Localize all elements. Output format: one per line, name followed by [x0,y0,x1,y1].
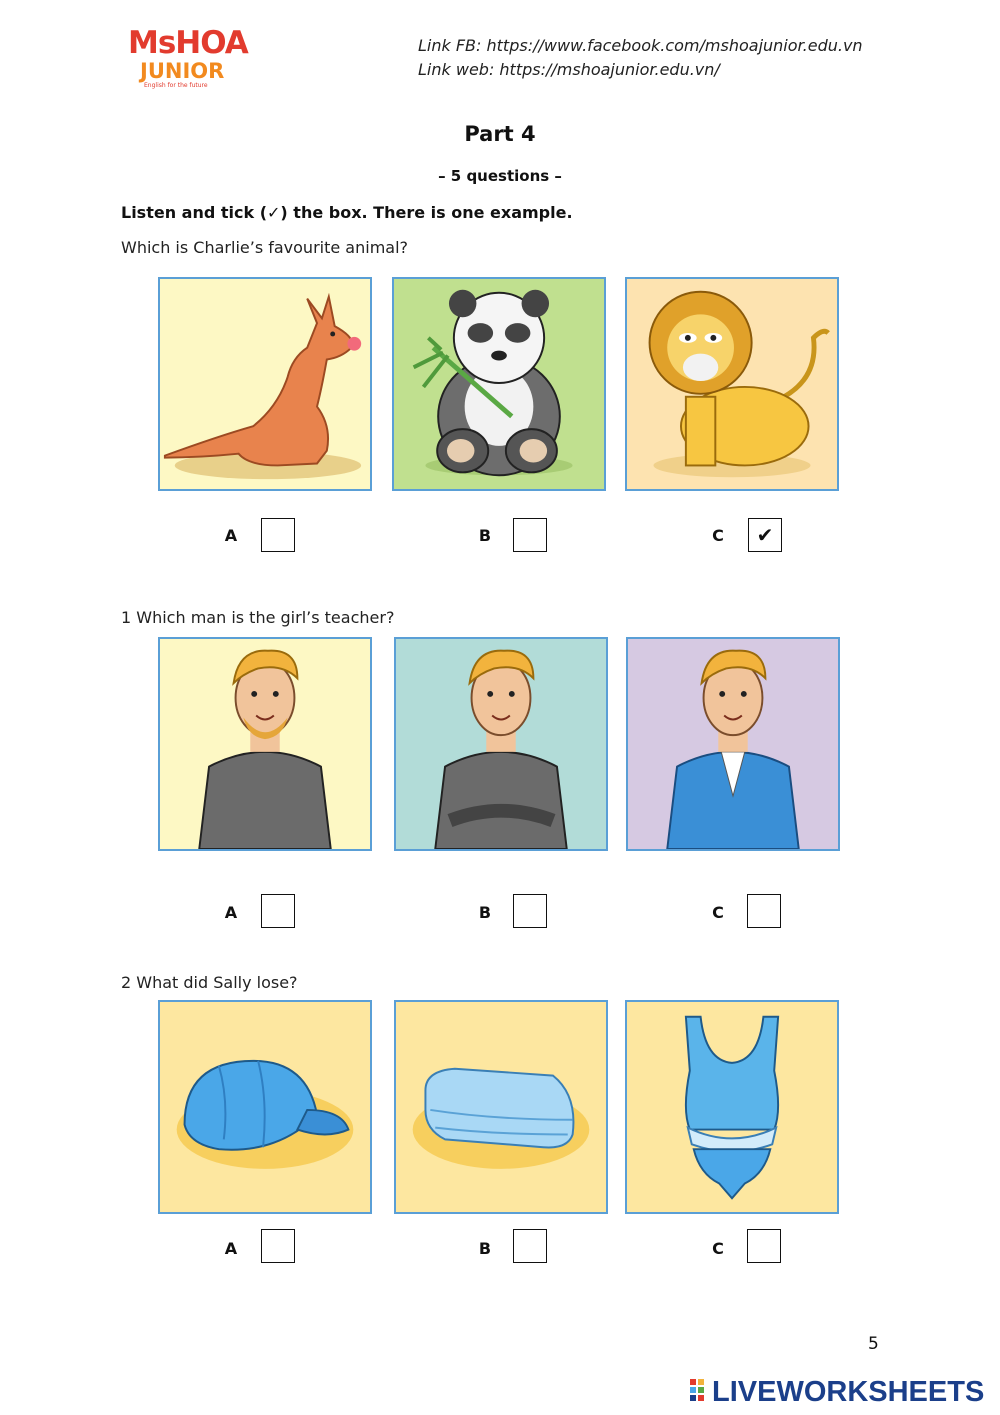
question-1-text: 1 Which man is the girl’s teacher? [121,608,395,627]
liveworksheets-icon [690,1379,712,1405]
picture-man-with-beard [158,637,372,851]
picture-swimsuit [625,1000,839,1214]
picture-man-blue-jacket [626,637,840,851]
option-label-c: C [712,1239,724,1258]
tick-box-c[interactable]: ✔ [748,518,782,552]
picture-kangaroo [158,277,372,491]
question-2-text: 2 What did Sally lose? [121,973,298,992]
header-links [418,34,863,82]
tick-box-a[interactable] [261,1229,295,1263]
part-title: Part 4 [464,122,536,146]
instruction-text: Listen and tick (✓) the box. There is one example. [121,203,573,222]
logo-tagline: English for the future [144,82,208,89]
tick-box-a[interactable] [261,894,295,928]
picture-blue-cap [158,1000,372,1214]
tick-box-b[interactable] [513,518,547,552]
logo-bottom-text: JUNIOR [140,59,225,83]
option-label-b: B [478,903,492,922]
picture-panda [392,277,606,491]
option-label-a: A [224,903,238,922]
tick-box-a[interactable] [261,518,295,552]
picture-lion [625,277,839,491]
picture-folded-towel [394,1000,608,1214]
example-question-text: Which is Charlie’s favourite animal? [121,238,409,257]
page-number: 5 [868,1334,879,1354]
tick-box-b[interactable] [513,1229,547,1263]
tick-box-c[interactable] [747,894,781,928]
picture-man-arms-folded [394,637,608,851]
liveworksheets-logo [690,1376,984,1408]
option-label-b: B [478,1239,492,1258]
liveworksheets-brand: LIVEWORKSHEETS [712,1375,985,1408]
logo-top-text: MsHOA [128,25,248,61]
option-label-c: C [712,526,724,545]
option-label-b: B [478,526,492,545]
website-link[interactable]: Link web: https://mshoajunior.edu.vn/ [418,60,720,79]
option-label-a: A [224,1239,238,1258]
option-label-a: A [224,526,238,545]
mshoa-junior-logo [128,26,258,96]
tick-box-b[interactable] [513,894,547,928]
facebook-link[interactable]: Link FB: https://www.facebook.com/mshoajunior.edu.vn [418,36,863,55]
option-label-c: C [712,903,724,922]
part-subtitle: – 5 questions – [438,167,562,185]
tick-box-c[interactable] [747,1229,781,1263]
